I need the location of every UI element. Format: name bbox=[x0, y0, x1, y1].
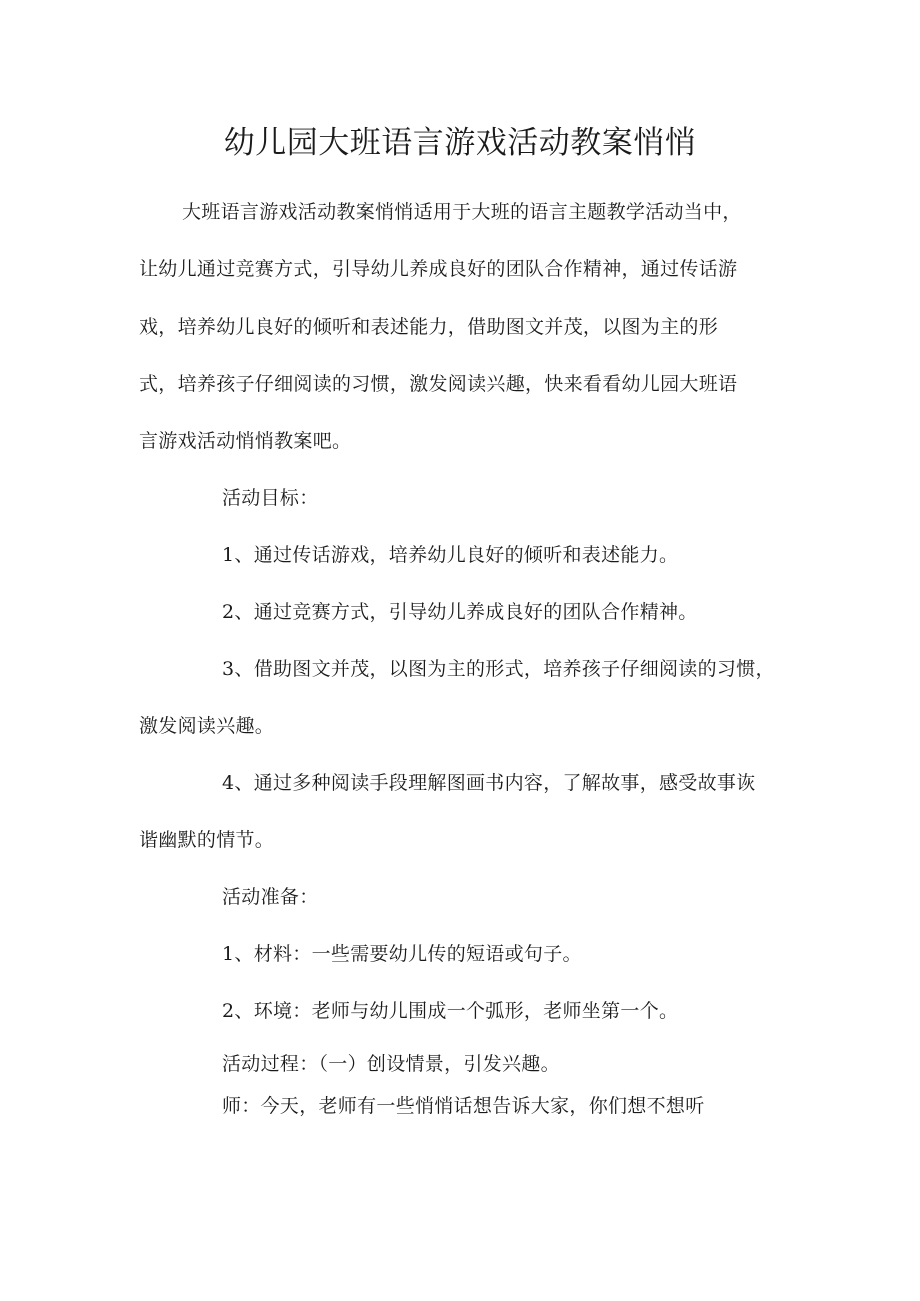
prep-item-1: 1、材料：一些需要幼儿传的短语或句子。 bbox=[222, 943, 582, 965]
goal-item-4: 4、通过多种阅读手段理解图画书内容，了解故事，感受故事诙 bbox=[222, 772, 756, 794]
document-title: 幼儿园大班语言游戏活动教案悄悄 bbox=[223, 125, 697, 161]
intro-line-2: 让幼儿通过竞赛方式，引导幼儿养成良好的团队合作精神，通过传话游 bbox=[139, 258, 738, 280]
intro-line-5: 言游戏活动悄悄教案吧。 bbox=[139, 430, 352, 452]
intro-line-1: 大班语言游戏活动教案悄悄适用于大班的语言主题教学活动当中， bbox=[182, 201, 742, 223]
intro-line-3: 戏，培养幼儿良好的倾听和表述能力，借助图文并茂，以图为主的形 bbox=[139, 316, 719, 338]
prep-item-2: 2、环境：老师与幼儿围成一个弧形，老师坐第一个。 bbox=[222, 1000, 679, 1022]
process-heading: 活动过程：（一）创设情景，引发兴趣。 bbox=[222, 1053, 560, 1075]
goal-item-4-cont: 谐幽默的情节。 bbox=[139, 829, 275, 851]
goal-item-1: 1、通过传话游戏，培养幼儿良好的倾听和表述能力。 bbox=[222, 544, 679, 566]
intro-line-4: 式，培养孩子仔细阅读的习惯，激发阅读兴趣，快来看看幼儿园大班语 bbox=[139, 373, 738, 395]
goal-item-3-cont: 激发阅读兴趣。 bbox=[139, 715, 275, 737]
goal-item-3: 3、借助图文并茂，以图为主的形式，培养孩子仔细阅读的习惯， bbox=[222, 658, 775, 680]
teacher-line: 师：今天，老师有一些悄悄话想告诉大家，你们想不想听 bbox=[222, 1095, 705, 1117]
prep-heading: 活动准备： bbox=[222, 886, 319, 908]
goals-heading: 活动目标： bbox=[222, 487, 319, 509]
goal-item-2: 2、通过竞赛方式，引导幼儿养成良好的团队合作精神。 bbox=[222, 601, 698, 623]
